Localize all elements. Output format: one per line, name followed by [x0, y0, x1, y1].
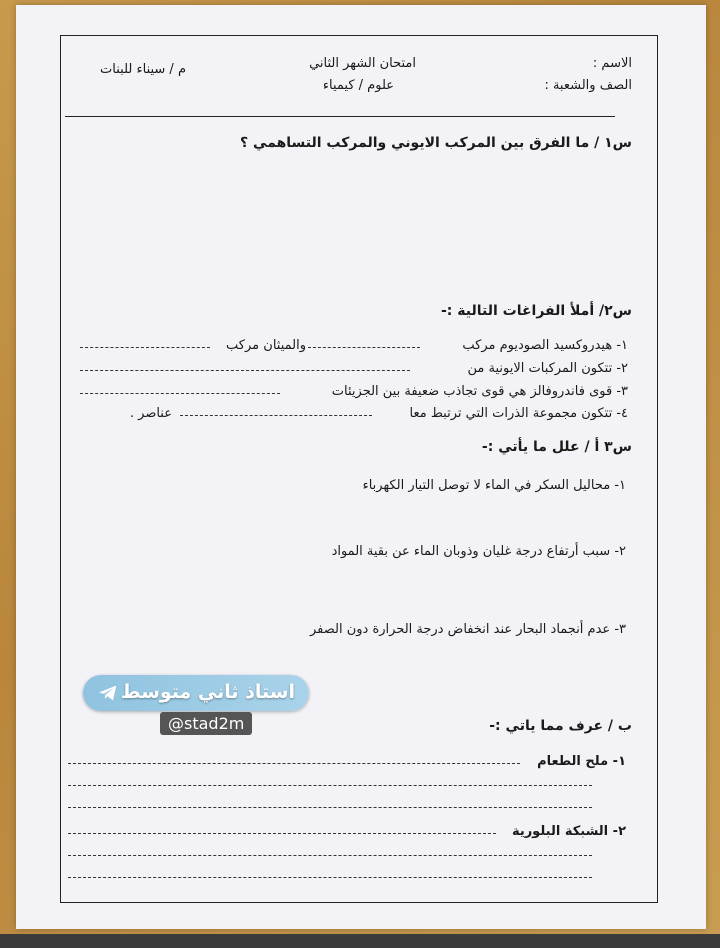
- question-3b-title: ب / عرف مما ياتي :-: [489, 718, 632, 734]
- q2-item-2-start: ٢- تتكون المركبات الايونية من: [467, 361, 628, 376]
- q3b-item-2-line-2: [68, 855, 592, 856]
- q2-item-3-start: ٣- قوى فاندروفالز هي قوى تجاذب ضعيفة بين الجزيئات: [331, 384, 628, 399]
- watermark-banner: [83, 675, 309, 711]
- subject-label: علوم / كيمياء: [322, 78, 394, 93]
- q2-item-1-blank-1: [308, 347, 420, 348]
- q3a-item-1: ١- محاليل السكر في الماء لا توصل التيار الكهرباء: [362, 478, 626, 493]
- q2-item-3-blank: [80, 393, 280, 394]
- q3b-item-2-line-1: [68, 833, 496, 834]
- q2-item-4-start: ٤- تتكون مجموعة الذرات التي ترتبط معا: [409, 406, 628, 421]
- question-3a-title: س٣ أ / علل ما يأتي :-: [481, 439, 632, 455]
- q2-item-1-mid: والميثان مركب: [226, 338, 306, 353]
- watermark-handle: @stad2m: [160, 712, 252, 735]
- q3b-item-1-line-1: [68, 763, 520, 764]
- question-1: س١ / ما الفرق بين المركب الايوني والمركب التساهمي ؟: [240, 135, 632, 151]
- q3b-item-1-line-2: [68, 785, 592, 786]
- q2-item-4-blank: [180, 415, 372, 416]
- name-label: الاسم :: [592, 56, 632, 71]
- q2-item-4-end: عناصر .: [129, 406, 172, 421]
- q2-item-1-blank-2: [80, 347, 210, 348]
- bottom-edge: [0, 934, 720, 948]
- school-name: م / سيناء للبنات: [100, 62, 186, 77]
- q3a-item-2: ٢- سبب أرتفاع درجة غليان وذوبان الماء عن بقية المواد: [331, 544, 626, 559]
- header-divider: [65, 116, 615, 117]
- question-2-title: س٢/ أملأ الفراغات التالية :-: [440, 303, 632, 319]
- q2-item-2-blank: [80, 370, 410, 371]
- q3b-item-2-line-3: [68, 877, 592, 878]
- q3b-item-2: ٢- الشبكة البلورية: [511, 824, 626, 839]
- telegram-icon: [97, 682, 119, 704]
- q3b-item-1: ١- ملح الطعام: [537, 754, 626, 769]
- page-border: [60, 35, 658, 903]
- exam-title: امتحان الشهر الثاني: [309, 56, 416, 71]
- q3b-item-1-line-3: [68, 807, 592, 808]
- class-label: الصف والشعبة :: [544, 78, 632, 93]
- q3a-item-3: ٣- عدم أنجماد البحار عند انخفاض درجة الحرارة دون الصفر: [309, 622, 626, 637]
- watermark-text: استاذ ثاني متوسط: [120, 681, 295, 703]
- q2-item-1-start: ١- هيدروكسيد الصوديوم مركب: [462, 338, 628, 353]
